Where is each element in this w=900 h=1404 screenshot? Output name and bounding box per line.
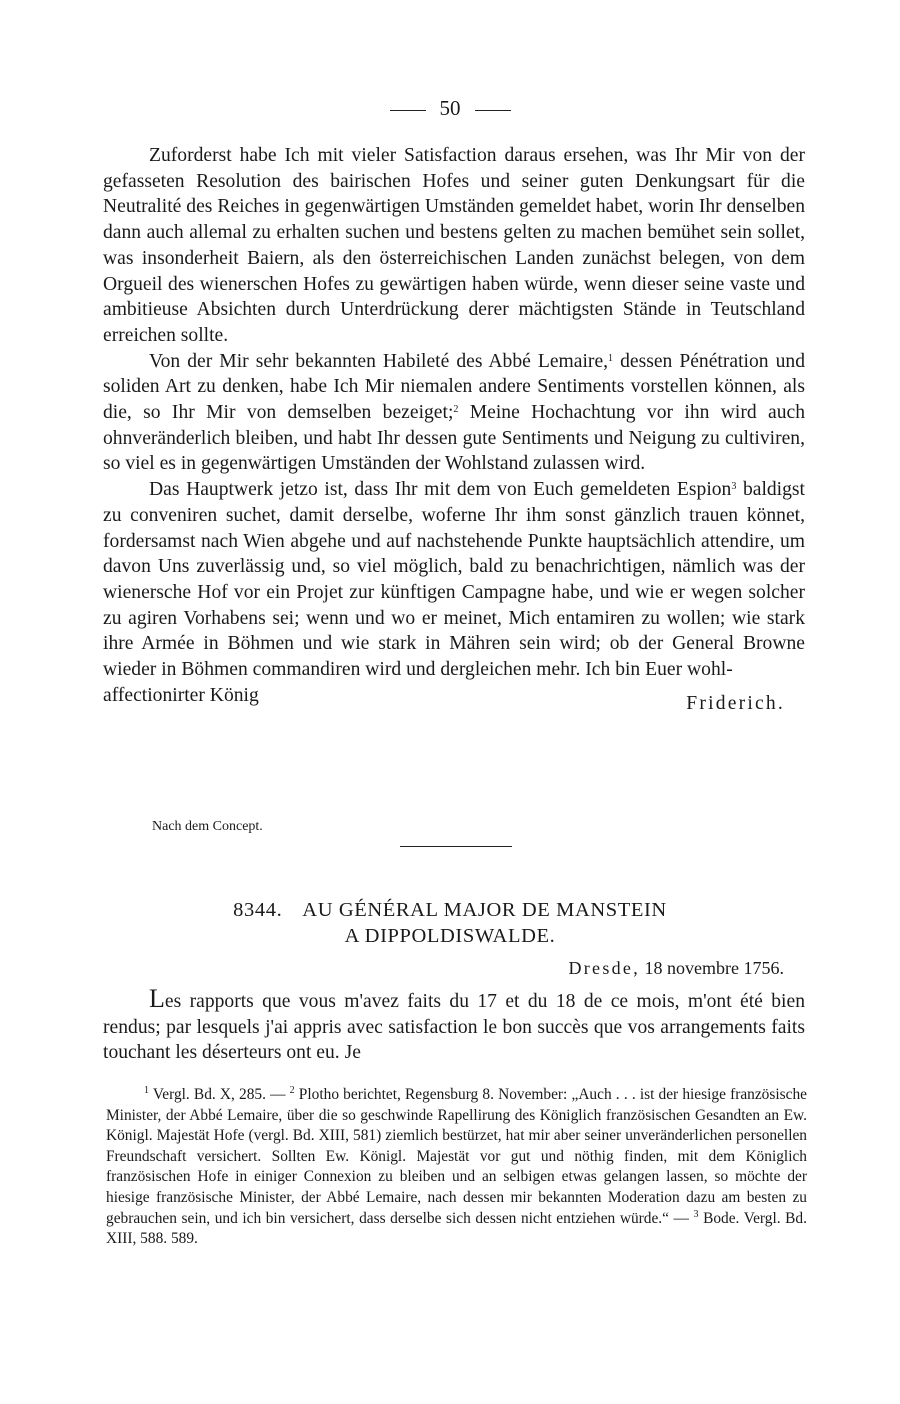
- letter-body: [103, 143, 805, 714]
- heading-title: AU GÉNÉRAL MAJOR DE MANSTEIN: [302, 899, 667, 921]
- heading-line-2: A DIPPOLDISWALDE.: [344, 925, 556, 947]
- footnotes: [106, 1085, 807, 1250]
- dateline-place: Dresde,: [568, 958, 641, 978]
- paragraph-text: baldigst zu conveniren suchet, damit derselbe, woferne Ihr ihm sonst gänzlich trauen könnet, fordersamst nach Wien abgehe und auf nachstehende Punkte hauptsächlich attendire, um davon Uns zuverlässig und, so viel möglich, bald zu benachrichtigen, nämlich was der wienersche Hof vor ein Projet zur künftigen Campagne habe, und wie er wegen solcher zu agiren Vorhabens sei; wenn und wo er meinet, Mich entamiren zu wollen; wie stark ihre Armée in Böhmen und wie stark in Mähren sein wird; ob der General Browne wieder in Böhmen commandiren wird und dergleichen mehr. Ich bin Euer wohl-: [103, 479, 805, 681]
- paragraph-text: Meine Hochachtung vor ihn wird auch ohnveränderlich bleiben, und habt Ihr dessen gute Sentiments und Neigung zu cultiviren, so viel es in gegenwärtigen Umständen der Wohlstand zulassen wird.: [103, 402, 805, 475]
- footnote-text-2: Plotho berichtet, Regensburg 8. November: „Auch . . . ist der hiesige französische Minister, der Abbé Lemaire, über die so geschwinde Rapellirung des Königlich französischen Gesandten an Ew. Königl. Majestät Hofe (vergl. Bd. XIII, 581) ziemlich bestürzet, hat mir aber seiner unveränderlichen personellen Freundschaft versichert. Sollten Ew. Königl. Majestät vor gut und nöthig finden, mit dem Königlich französischen Hofe in einiger Connexion zu bleiben und an selbigen etwas gelangen lassen, so möchte der hiesige französische Minister, der Abbé Lemaire, nach dessen mir bekannten Moderation dazu am besten zu gebrauchen sein, und ich bin versichert, dass derselbe sich dessen nicht entziehen würde.“ —: [106, 1086, 807, 1227]
- paragraph-text: dessen Pénétration und soliden Art zu denken, habe Ich Mir niemalen andere Sentiments vorstellen können, als die, so Ihr Mir von demselben bezeiget;: [103, 350, 805, 424]
- footnote-paragraph: [106, 1085, 807, 1250]
- document-body: [103, 986, 805, 1066]
- heading-line-1: [0, 897, 900, 923]
- footnote-text-1: Vergl. Bd. X, 285. —: [149, 1086, 290, 1103]
- footnote-ref-1: 1: [608, 352, 614, 364]
- paragraph-text: Das Hauptwerk jetzo ist, dass Ihr mit dem von Euch gemeldeten Espion: [149, 479, 732, 501]
- signature-row: [103, 683, 805, 714]
- dateline-date: 18 novembre 1756.: [644, 958, 784, 978]
- footnote-marker-1: 1: [144, 1085, 149, 1096]
- document-number: 8344.: [233, 899, 283, 921]
- letter-paragraph-3: [103, 477, 805, 683]
- document-heading: [0, 897, 900, 949]
- footnote-marker-2: 2: [289, 1085, 295, 1096]
- dateline: [568, 958, 784, 979]
- footnote-marker-3: 3: [693, 1208, 699, 1220]
- paragraph-text: Von der Mir sehr bekannten Habileté des Abbé Lemaire,: [149, 350, 609, 372]
- page-header: [0, 96, 900, 121]
- footnote-text-3: Bode. Vergl. Bd. XIII, 588. 589.: [106, 1209, 807, 1248]
- paragraph-text: es rapports que vous m'avez faits du 17 et du 18 de ce mois, m'ont été bien rendus; par lesquels j'ai appris avec satisfaction le bon succès que vos arrangements faits touchant les déserteurs ont eu. Je: [103, 991, 805, 1064]
- section-divider: [400, 846, 512, 847]
- page-number: 50: [439, 96, 461, 120]
- closing-formula: affectionirter König: [103, 684, 259, 706]
- signature: Friderich.: [686, 692, 785, 714]
- source-note: Nach dem Concept.: [152, 819, 263, 834]
- letter-paragraph-1: Zuforderst habe Ich mit vieler Satisfaction daraus ersehen, was Ihr Mir von der gefasseten Resolution des bairischen Hofes und seiner guten Denkungsart für die Neutralité des Reiches in gegenwärtigen Umständen gemeldet habet, worin Ihr denselben dann auch allemal zu erhalten suchen und bestens gelten zu machen bemühet sein sollet, was insonderheit Baiern, als den österreichischen Landen zunächst belegen, von dem Orgueil des wienerschen Hofes zu gewärtigen haben würde, wenn dieser seine vaste und ambitieuse Absichten durch Unterdrückung derer mächtigsten Stände in Teutschland erreichen sollte.: [103, 145, 805, 346]
- document-paragraph: [103, 986, 805, 1066]
- header-dash-left: [390, 110, 426, 111]
- header-dash-right: [475, 110, 511, 111]
- initial-letter: L: [149, 984, 165, 1013]
- footnote-ref-3: 3: [731, 481, 737, 493]
- footnote-ref-2: 2: [453, 404, 459, 416]
- letter-paragraph-2: [103, 349, 805, 478]
